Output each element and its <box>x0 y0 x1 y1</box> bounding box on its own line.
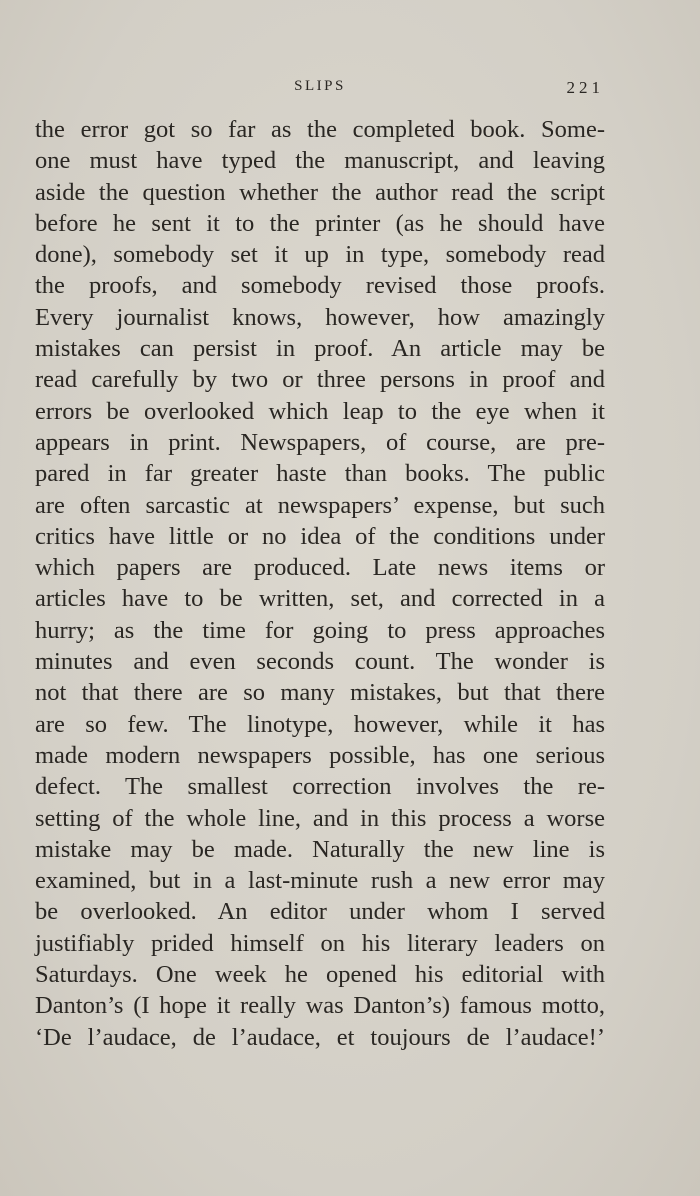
text-line: are often sarcastic at newspapers’ expense, but such <box>35 491 605 519</box>
running-head <box>36 78 604 98</box>
text-line: errors be overlooked which leap to the eye when it <box>35 397 605 425</box>
text-line: the proofs, and somebody revised those proofs. <box>35 272 605 300</box>
text-line: be overlooked. An editor under whom I served <box>35 898 605 926</box>
text-line: before he sent it to the printer (as he should have <box>35 209 605 237</box>
text-line: mistakes can persist in proof. An article may be <box>35 335 605 363</box>
text-line: not that there are so many mistakes, but that there <box>35 679 605 707</box>
page-number: 221 <box>566 78 604 97</box>
text-line: justifiably prided himself on his literary leaders on <box>35 929 605 957</box>
text-line: minutes and even seconds count. The wonder is <box>35 648 605 676</box>
body-text <box>35 114 605 1053</box>
text-line: read carefully by two or three persons in proof and <box>35 366 605 394</box>
text-line: aside the question whether the author read the script <box>35 178 605 206</box>
text-line: articles have to be written, set, and corrected in a <box>35 585 605 613</box>
text-line: defect. The smallest correction involves the re- <box>35 773 605 801</box>
text-line: ‘De l’audace, de l’audace, et toujours de l’audace!’ <box>35 1023 605 1051</box>
text-line: appears in print. Newspapers, of course, are pre- <box>35 428 605 456</box>
text-line: done), somebody set it up in type, somebody read <box>35 241 605 269</box>
text-line: hurry; as the time for going to press approaches <box>35 616 605 644</box>
text-line: made modern newspapers possible, has one serious <box>35 741 605 769</box>
text-line: critics have little or no idea of the conditions under <box>35 522 605 550</box>
text-line: examined, but in a last-minute rush a new error may <box>35 867 605 895</box>
text-line: which papers are produced. Late news items or <box>35 554 605 582</box>
text-line: setting of the whole line, and in this process a worse <box>35 804 605 832</box>
text-line: the error got so far as the completed book. Some- <box>35 116 605 143</box>
text-line: pared in far greater haste than books. The public <box>35 460 605 488</box>
text-line: mistake may be made. Naturally the new line is <box>35 835 605 863</box>
text-line: are so few. The linotype, however, while it has <box>35 710 605 738</box>
text-line: Danton’s (I hope it really was Danton’s) famous motto, <box>35 992 605 1020</box>
chapter-title: SLIPS <box>294 78 346 94</box>
text-line: Saturdays. One week he opened his editorial with <box>35 961 605 989</box>
text-line: one must have typed the manuscript, and leaving <box>35 147 605 175</box>
text-line: Every journalist knows, however, how amazingly <box>35 303 605 331</box>
